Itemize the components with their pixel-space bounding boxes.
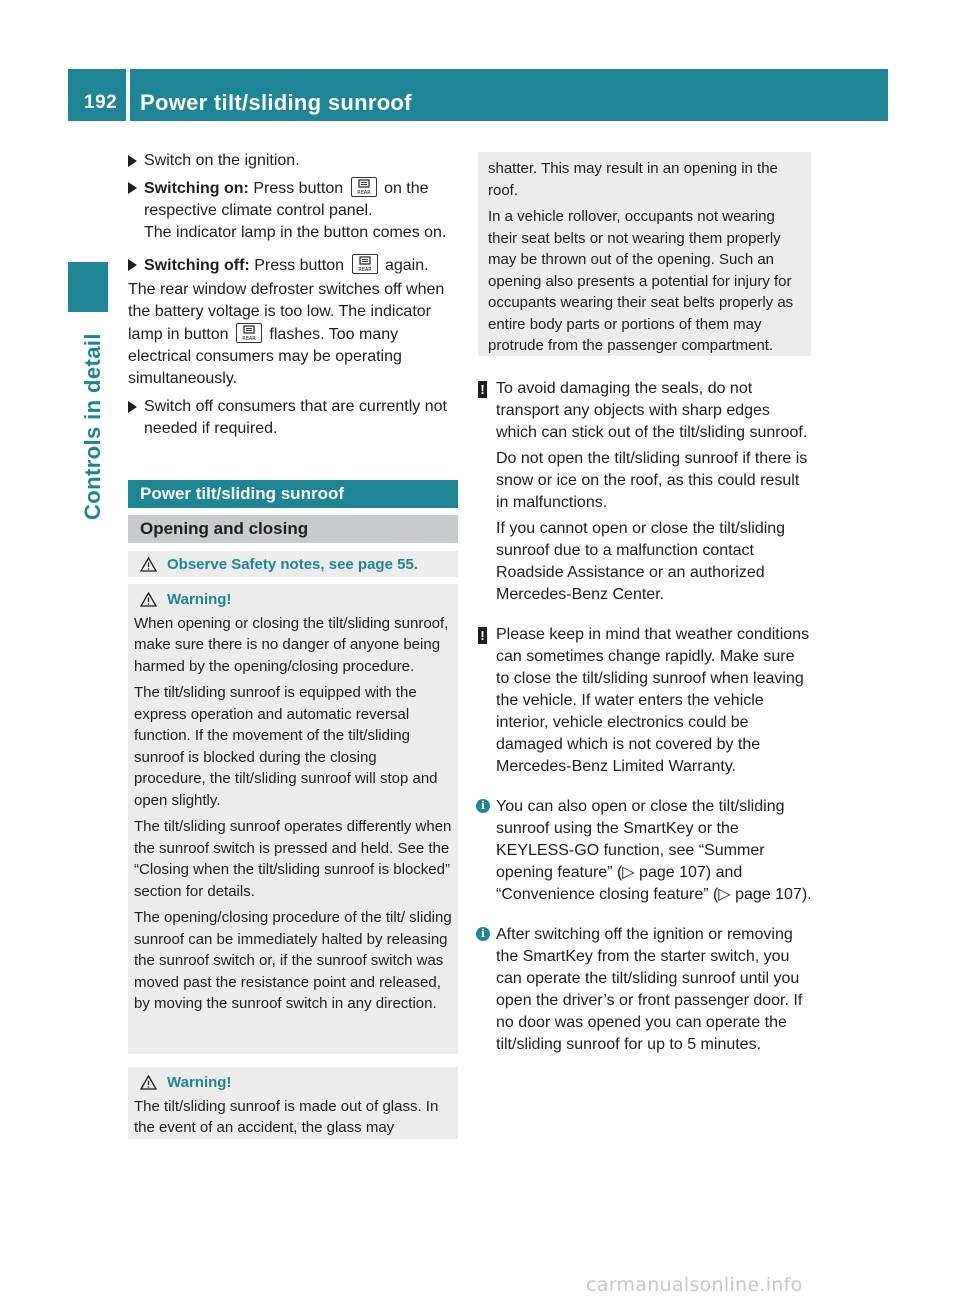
safety-note-text: Observe Safety notes, see page 55.	[167, 556, 418, 573]
right-notes	[478, 378, 812, 1056]
notice-seals: ! To avoid damaging the seals, do not transport any objects with sharp edges which can stick out of the tilt/sliding sunroof. Do not open the tilt/sliding sunroof if there is snow or ice on the roof, as this could result in malfunctions. If you cannot open or close the tilt/sliding sunroof due to a malfunction contact Roadside Assistance or an authorized Mercedes-Benz Center.	[478, 378, 812, 606]
step-switching-on: Switching on: Press button REAR on the respective climate control panel. The indicator lamp in the button comes on.	[128, 177, 460, 244]
step-arrow-icon	[128, 182, 137, 194]
step-arrow-icon	[128, 401, 137, 413]
warning-paragraph: In a vehicle rollover, occupants not wearing their seat belts or not wearing them properly may be thrown out of the opening. Such an opening also presents a potential for injury for occupants wearing their seat belts properly as entire body parts or portions of them may protrude from the passenger compartment.	[488, 208, 794, 354]
warning-triangle-icon	[140, 557, 157, 572]
warning-paragraph: The tilt/sliding sunroof is equipped with the express operation and automatic reversal function. If the movement of the tilt/sliding sunroof is blocked during the closing procedure, the tilt/sliding sunroof will stop and open slightly.	[134, 684, 438, 809]
battery-paragraph: The rear window defroster switches off when the battery voltage is too low. The indicator lamp in button REAR flashes. Too many electrical consumers may be operating simultaneously.	[128, 281, 445, 387]
rear-window-defroster-icon	[352, 254, 378, 274]
svg-text:REAR: REAR	[242, 336, 256, 342]
warning-box-2	[128, 1067, 458, 1139]
svg-text:REAR: REAR	[356, 190, 371, 196]
rear-window-defroster-icon	[236, 323, 262, 343]
safety-note-box	[128, 551, 458, 577]
warning-paragraph: The tilt/sliding sunroof is made out of glass. In the event of an accident, the glass may	[134, 1097, 439, 1136]
rear-window-defroster-icon	[351, 177, 377, 197]
svg-text:REAR: REAR	[357, 267, 372, 273]
warning-triangle-icon	[140, 1075, 157, 1090]
page-title: Power tilt/sliding sunroof	[140, 90, 412, 115]
warning-paragraph: shatter. This may result in an opening in the roof.	[488, 160, 778, 199]
info-icon: i	[476, 799, 490, 813]
step-switch-on-ignition: Switch on the ignition.	[128, 150, 460, 172]
info-after-ignition: i After switching off the ignition or removing the SmartKey from the starter switch, you can operate the tilt/sliding sunroof until you open the driver’s or front passenger door. If no door was opened you can operate the tilt/sliding sunroof for up to 5 minutes.	[478, 924, 812, 1056]
info-icon: i	[476, 927, 490, 941]
info-smartkey: i You can also open or close the tilt/sliding sunroof using the SmartKey or the KEYLESS-GO function, see “Summer opening feature” (▷ page 107) and “Convenience closing feature” (▷ page 107).	[478, 796, 812, 906]
watermark: carmanualsonline.info	[586, 1274, 803, 1296]
exclamation-icon: !	[478, 381, 487, 398]
warning-continuation-box	[478, 152, 811, 356]
warning-paragraph: The opening/closing procedure of the tilt/ sliding sunroof can be immediately halted by releasing the sunroof switch or, if the sunroof switch was moved past the resistance point and released, by moving the sunroof switch in any direction.	[134, 909, 452, 1012]
section-heading: Power tilt/sliding sunroof	[128, 480, 458, 508]
step-arrow-icon	[128, 155, 137, 167]
subsection-heading: Opening and closing	[128, 515, 458, 543]
step-switch-off-consumers: Switch off consumers that are currently not needed if required.	[128, 396, 460, 440]
warning-paragraph: When opening or closing the tilt/sliding sunroof, make sure there is no danger of anyone being harmed by the opening/closing procedure.	[134, 614, 449, 675]
warning-triangle-icon	[140, 592, 157, 607]
page-number: 192	[84, 92, 118, 113]
notice-weather: ! Please keep in mind that weather conditions can sometimes change rapidly. Make sure to close the tilt/sliding sunroof when leaving the vehicle. If water enters the vehicle interior, vehicle electronics could be damaged which is not covered by the Mercedes-Benz Limited Warranty.	[478, 624, 812, 778]
exclamation-icon: !	[478, 627, 487, 644]
side-chapter-label: Controls in detail	[80, 333, 105, 520]
left-column	[128, 150, 460, 440]
warning-paragraph: The tilt/sliding sunroof operates differently when the sunroof switch is pressed and held. See the “Closing when the tilt/sliding sunroof is blocked” section for details.	[134, 818, 452, 900]
warning-box-1	[128, 584, 458, 1054]
step-switching-off: Switching off: Press button REAR again.	[128, 254, 460, 277]
warning-heading: Warning!	[167, 591, 232, 608]
header-divider	[126, 69, 130, 121]
warning-heading: Warning!	[167, 1074, 232, 1091]
step-arrow-icon	[128, 259, 137, 271]
